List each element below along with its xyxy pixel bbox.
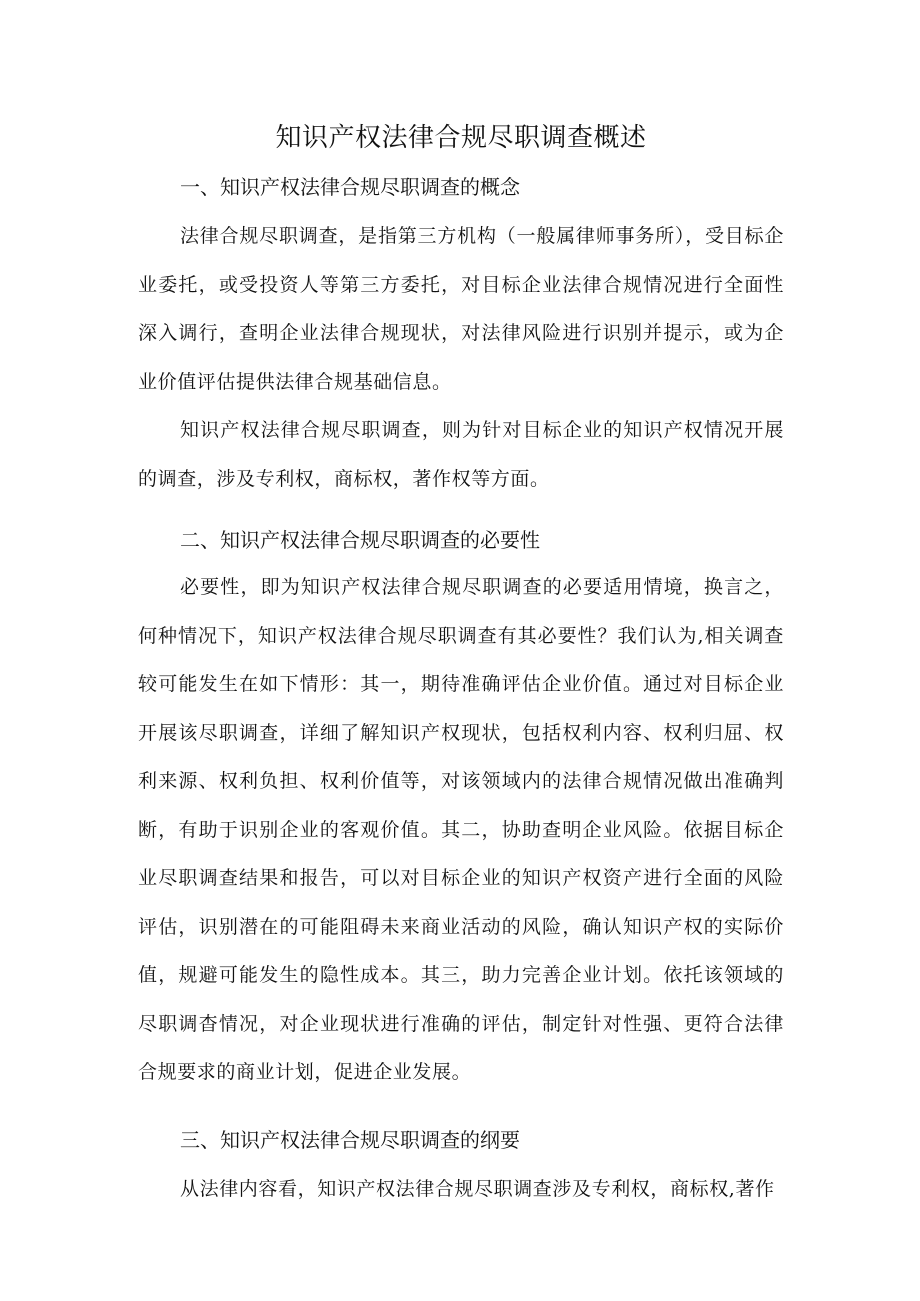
paragraph: 必要性，即为知识产权法律合规尽职调查的必要适用情境，换言之，何种情况下，知识产权法律合规尽职调查有其必要性？我们认为,相关调查较可能发生在如下情形：其一，期待准确评估企业价值。通过对目标企业开展该尽职调查，详细了解知识产权现状，包括权利内容、权利归屈、权利来源、权利负担、权利价值等，对该领域内的法律合规情况做出准确判断，有助于识别企业的客观价值。其二，协助查明企业风险。依据目标企业尽职调查结果和报告，可以对目标企业的知识产权资产进行全面的风险评估，识别潜在的可能阻碍未来商业活动的风险，确认知识产权的实际价值，规避可能发生的隐性成本。其三，助力完善企业计划。依托该领域的尽职调杳情况，对企业现状进行准确的评估，制定针对性强、更符合法律合规要求的商业计划，促进企业发展。 — [138, 576, 784, 1083]
paragraph: 知识产权法律合规尽职调查，则为针对目标企业的知识产权情况开展的调查，涉及专利权，商标权，著作权等方面。 — [138, 419, 784, 490]
section-heading-outline: 三、知识产权法律合规尽职调查的纲要 — [180, 1127, 520, 1152]
paragraph: 法律合规尽职调查，是指第三方机构（一般属律师事务所），受目标企业委托，或受投资人等第三方委托，对目标企业法律合规情况进行全面性深入调行，查明企业法律合规现状，对法律风险进行识别并提示，或为企业价值评估提供法律合规基础信息。 — [138, 225, 784, 393]
section-heading-concept: 一、知识产权法律合规尽职调查的概念 — [180, 175, 520, 199]
section-heading-necessity: 二、知识产权法律合规尽职调查的必要性 — [180, 528, 540, 552]
document-title: 知识产权法律合规尽职调查概述 — [275, 123, 647, 153]
paragraph: 从法律内容看，知识产权法律合规尽职调查涉及专利权，商标权,著作 — [180, 1177, 775, 1200]
